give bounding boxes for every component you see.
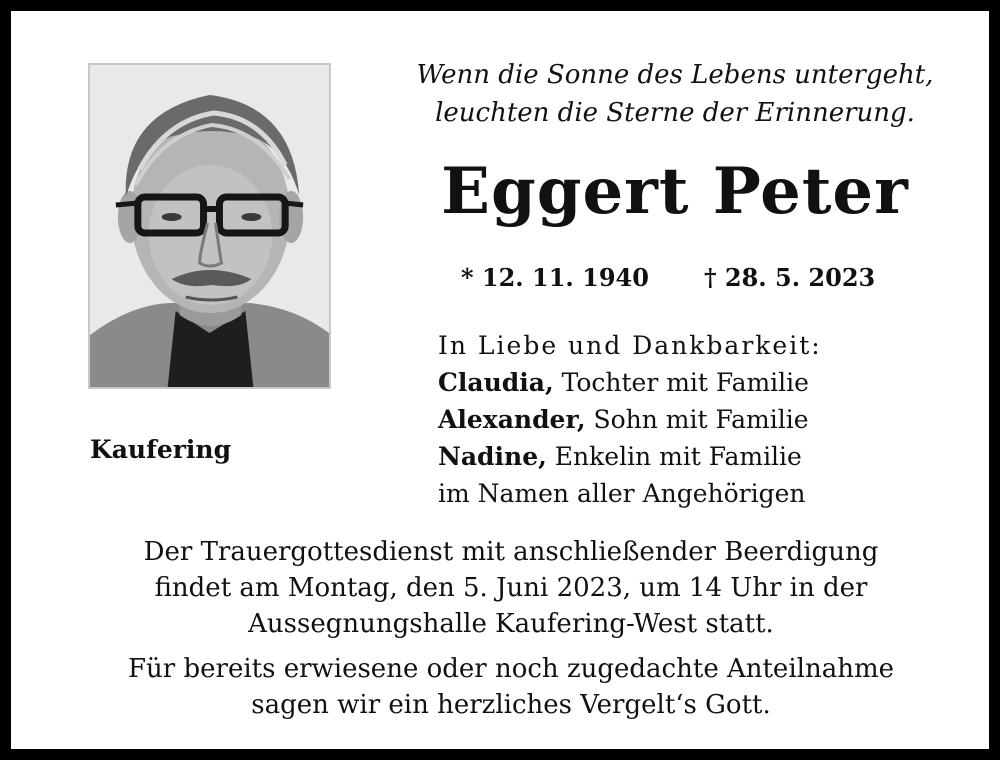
mourners-closing: im Namen aller Angehörigen <box>438 479 806 508</box>
mourner-name: Claudia, <box>438 368 554 397</box>
thanks-line: Für bereits erwiesene oder noch zugedachte Anteilnahme <box>128 654 894 684</box>
portrait-image <box>90 65 329 387</box>
portrait-photo <box>88 63 331 389</box>
place-of-residence: Kaufering <box>90 435 232 464</box>
service-line: findet am Montag, den 5. Juni 2023, um 14 Uhr in der <box>154 573 868 603</box>
service-line: Aussegnungshalle Kaufering-West statt. <box>248 609 774 639</box>
mourner-relation: Sohn mit Familie <box>585 405 809 434</box>
birth-date: * 12. 11. 1940 <box>461 263 649 292</box>
motto-line: leuchten die Sterne der Erinnerung. <box>435 98 915 128</box>
deceased-name: Eggert Peter <box>441 154 909 229</box>
thanks-line: sagen wir ein herzliches Vergelt‘s Gott. <box>251 690 771 720</box>
mourner-entry <box>438 401 822 438</box>
mourner-relation: Enkelin mit Familie <box>546 442 802 471</box>
service-line: Der Trauergottesdienst mit anschließender Beerdigung <box>143 537 879 567</box>
mourner-name: Alexander, <box>438 405 586 434</box>
mourner-entry <box>438 364 822 401</box>
motto-line: Wenn die Sonne des Lebens untergeht, <box>416 60 934 90</box>
thanks-note <box>71 651 951 723</box>
funeral-service-info <box>71 534 951 642</box>
mourner-entry <box>438 438 822 475</box>
mourner-name: Nadine, <box>438 442 547 471</box>
mourners-intro: In Liebe und Dankbarkeit: <box>438 331 822 360</box>
motto-quote <box>411 56 939 132</box>
death-date: † 28. 5. 2023 <box>704 263 876 292</box>
mourner-relation: Tochter mit Familie <box>553 368 809 397</box>
mourners-list <box>438 327 822 512</box>
